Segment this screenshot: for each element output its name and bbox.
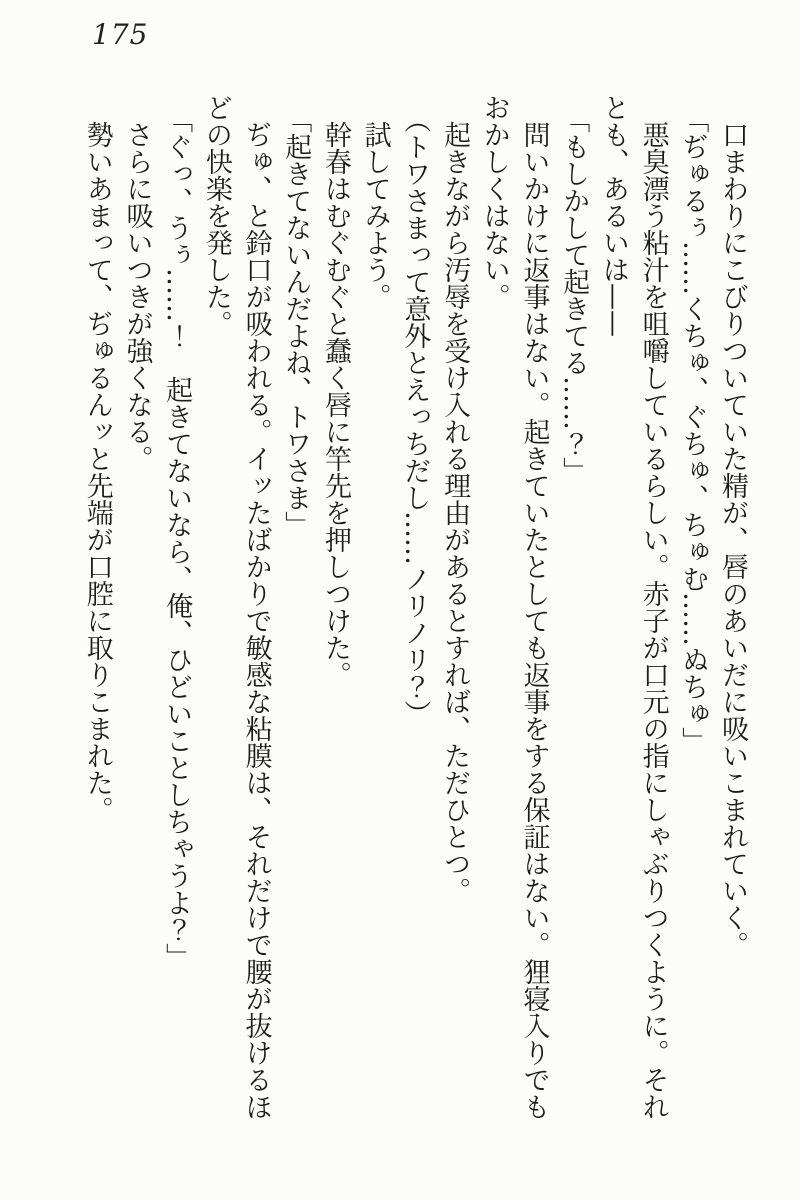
text-line: おかしくはない。 — [478, 94, 510, 310]
text-line: さらに吸いつきが強くなる。 — [121, 121, 153, 472]
text-line: 問いかけに返事はない。起きていたとしても返事をする保証はない。狸寝入りでも — [518, 121, 550, 1120]
text-line: 幹春はむぐむぐと蠢く唇に竿先を押しつけた。 — [319, 121, 351, 688]
text-line: とも、あるいは—— — [597, 94, 629, 337]
text-line: （トワさまって意外とえっちだし……ノリノリ？） — [399, 106, 431, 728]
text-line: どの快楽を発した。 — [200, 94, 232, 337]
page-number: 175 — [92, 18, 149, 51]
text-line: 悪臭漂う粘汁を咀嚼しているらしい。赤子が口元の指にしゃぶりつくように。それ — [637, 121, 669, 1120]
text-line: 勢いあまって、ぢゅるんッと先端が口腔に取りこまれた。 — [81, 121, 113, 823]
text-line: 「もしかして起きてる……？」 — [558, 106, 590, 485]
text-line: 「起きてないんだよね、トワさま」 — [280, 106, 312, 539]
text-block — [77, 94, 752, 1124]
text-line: 起きながら汚辱を受け入れる理由があるとすれば、ただひとつ。 — [439, 121, 471, 904]
text-line: 「ぐっ、うぅ……！ 起きてないなら、俺、ひどいことしちゃうよ？」 — [161, 106, 193, 971]
text-line: ぢゅ、と鈴口が吸われる。イッたばかりで敏感な粘膜は、それだけで腰が抜けるほ — [240, 121, 272, 1120]
text-line: 口まわりにこびりついていた精が、唇のあいだに吸いこまれていく。 — [717, 121, 748, 958]
text-line: 試してみよう。 — [359, 121, 391, 310]
text-line: 「ぢゅるぅ……くちゅ、ぐちゅ、ちゅむ……ぬちゅ」 — [677, 106, 709, 755]
